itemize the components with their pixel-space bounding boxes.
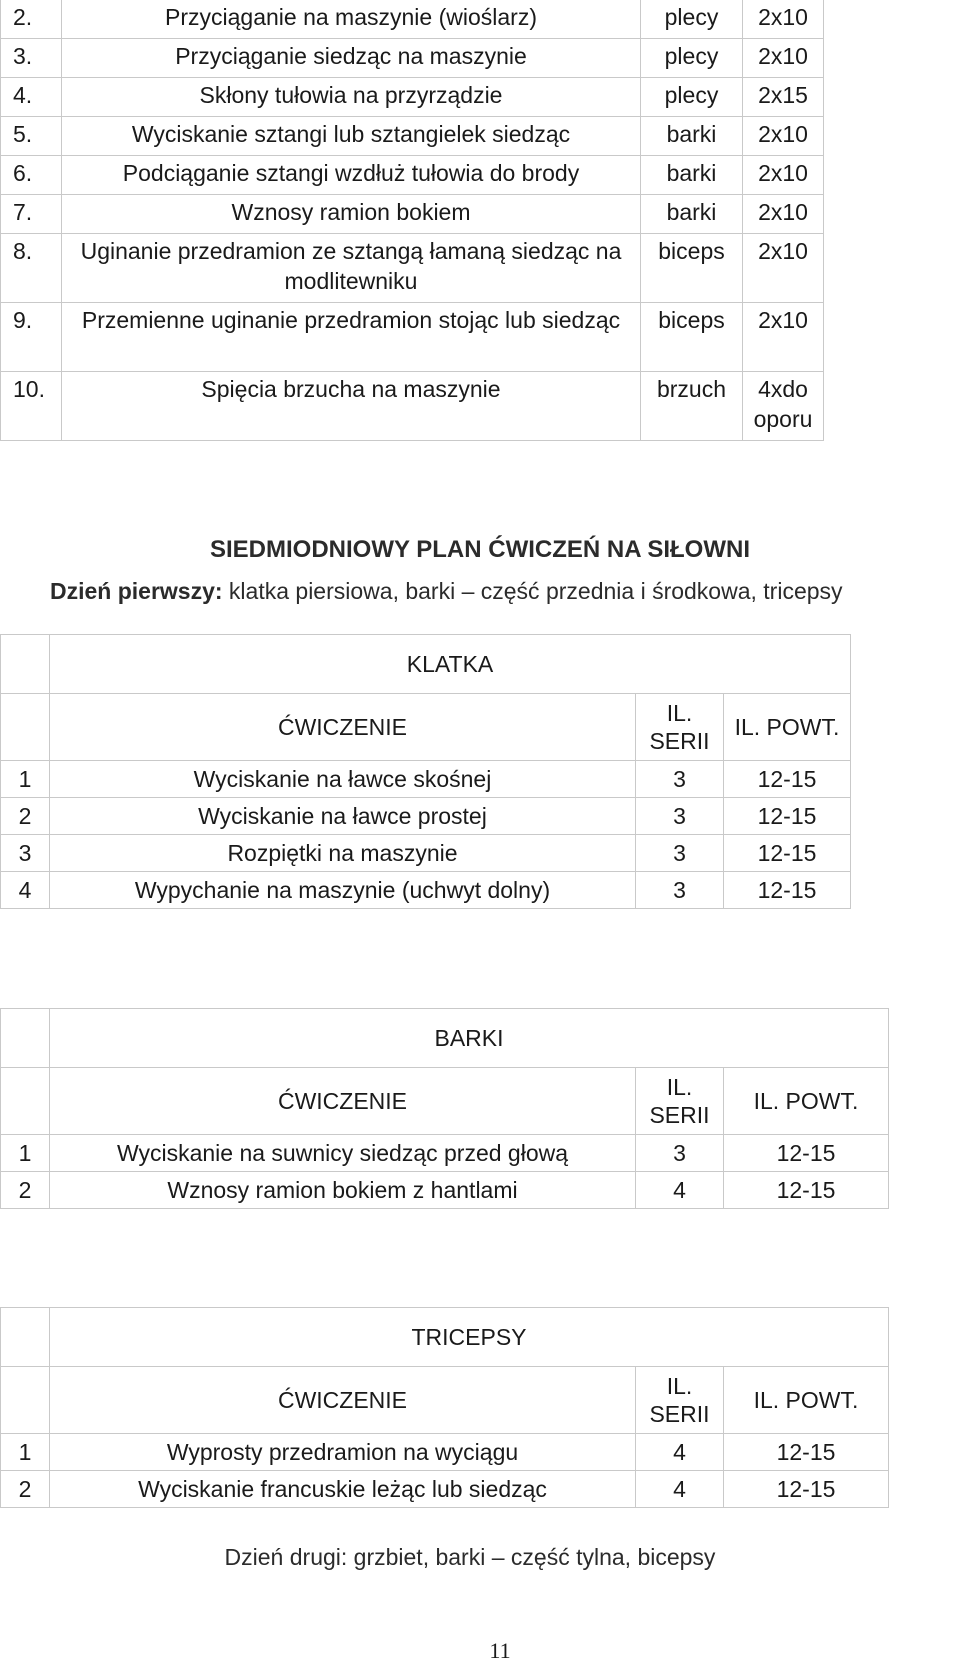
reps-count: 12-15 [724, 835, 851, 872]
exercise-name: Wypychanie na maszynie (uchwyt dolny) [50, 872, 636, 909]
blank-cell [1, 635, 50, 694]
muscle-part: brzuch [641, 372, 743, 441]
sets-reps: 2x15 [743, 78, 824, 117]
section-title: TRICEPSY [50, 1308, 889, 1367]
blank-cell [1, 1009, 50, 1068]
row-index: 1 [1, 1434, 50, 1471]
row-number: 2. [1, 0, 62, 39]
muscle-part: plecy [641, 39, 743, 78]
exercise-name: Wyprosty przedramion na wyciągu [50, 1434, 636, 1471]
sets-reps: 2x10 [743, 117, 824, 156]
exercise-name: Uginanie przedramion ze sztangą łamaną siedząc na modlitewniku [62, 234, 641, 303]
tricepsy-table [0, 1307, 889, 1508]
barki-table [0, 1008, 889, 1209]
table-row [1, 195, 824, 234]
table-row [1, 1471, 889, 1508]
table-title-row [1, 635, 851, 694]
series-count: 4 [636, 1471, 724, 1508]
exercise-name: Wyciskanie na ławce skośnej [50, 761, 636, 798]
table-row [1, 39, 824, 78]
column-header-row [1, 1367, 889, 1434]
table-row [1, 761, 851, 798]
column-header-reps: IL. POWT. [724, 694, 851, 761]
column-header-series: IL. SERII [636, 1367, 724, 1434]
row-index: 2 [1, 1172, 50, 1209]
sets-reps: 2x10 [743, 234, 824, 303]
blank-cell [1, 1367, 50, 1434]
sets-reps: 2x10 [743, 0, 824, 39]
section-title: BARKI [50, 1009, 889, 1068]
row-number: 4. [1, 78, 62, 117]
reps-count: 12-15 [724, 1434, 889, 1471]
column-header-row [1, 1068, 889, 1135]
exercise-name: Podciąganie sztangi wzdłuż tułowia do brody [62, 156, 641, 195]
row-number: 10. [1, 372, 62, 441]
table-row [1, 0, 824, 39]
row-index: 2 [1, 1471, 50, 1508]
column-header-exercise: ĆWICZENIE [50, 694, 636, 761]
series-count: 4 [636, 1434, 724, 1471]
table-row [1, 872, 851, 909]
exercise-name: Wyciskanie francuskie leżąc lub siedząc [50, 1471, 636, 1508]
muscle-part: plecy [641, 78, 743, 117]
section-title: KLATKA [50, 635, 851, 694]
column-header-exercise: ĆWICZENIE [50, 1367, 636, 1434]
sets-reps: 2x10 [743, 156, 824, 195]
row-number: 8. [1, 234, 62, 303]
exercise-name: Wznosy ramion bokiem [62, 195, 641, 234]
sets-reps: 2x10 [743, 303, 824, 372]
table-row [1, 1434, 889, 1471]
table-row [1, 1135, 889, 1172]
row-index: 1 [1, 761, 50, 798]
table-row [1, 78, 824, 117]
sets-reps: 2x10 [743, 195, 824, 234]
blank-cell [1, 1308, 50, 1367]
muscle-part: barki [641, 195, 743, 234]
day1-text: klatka piersiowa, barki – część przednia i środkowa, tricepsy [222, 578, 843, 604]
muscle-part: biceps [641, 234, 743, 303]
column-header-row [1, 694, 851, 761]
reps-count: 12-15 [724, 1135, 889, 1172]
blank-cell [1, 694, 50, 761]
sets-reps: 4xdo oporu [743, 372, 824, 441]
exercise-name: Przyciąganie na maszynie (wioślarz) [62, 0, 641, 39]
series-count: 3 [636, 872, 724, 909]
sets-reps: 2x10 [743, 39, 824, 78]
series-count: 4 [636, 1172, 724, 1209]
exercise-name: Wyciskanie na ławce prostej [50, 798, 636, 835]
page-number: 11 [489, 1638, 511, 1663]
table-row [1, 798, 851, 835]
exercise-name: Skłony tułowia na przyrządzie [62, 78, 641, 117]
table-row [1, 234, 824, 303]
klatka-table [0, 634, 851, 909]
column-header-series: IL. SERII [636, 694, 724, 761]
reps-count: 12-15 [724, 872, 851, 909]
table-row [1, 303, 824, 372]
table-title-row [1, 1009, 889, 1068]
day2-heading: Dzień drugi: grzbiet, barki – część tylna, bicepsy [224, 1544, 716, 1570]
reps-count: 12-15 [724, 761, 851, 798]
exercise-name: Spięcia brzucha na maszynie [62, 372, 641, 441]
reps-count: 12-15 [724, 798, 851, 835]
exercise-name: Wyciskanie na suwnicy siedząc przed głową [50, 1135, 636, 1172]
table-row [1, 372, 824, 441]
row-number: 5. [1, 117, 62, 156]
row-number: 3. [1, 39, 62, 78]
table-row [1, 1172, 889, 1209]
column-header-reps: IL. POWT. [724, 1068, 889, 1135]
series-count: 3 [636, 798, 724, 835]
exercise-table-continued [0, 0, 824, 441]
row-index: 2 [1, 798, 50, 835]
column-header-series: IL. SERII [636, 1068, 724, 1135]
day1-heading [50, 578, 843, 605]
day1-label: Dzień pierwszy: [50, 578, 223, 604]
series-count: 3 [636, 1135, 724, 1172]
series-count: 3 [636, 761, 724, 798]
column-header-reps: IL. POWT. [724, 1367, 889, 1434]
muscle-part: barki [641, 117, 743, 156]
column-header-exercise: ĆWICZENIE [50, 1068, 636, 1135]
row-index: 3 [1, 835, 50, 872]
row-index: 1 [1, 1135, 50, 1172]
row-index: 4 [1, 872, 50, 909]
exercise-name: Rozpiętki na maszynie [50, 835, 636, 872]
exercise-name: Wznosy ramion bokiem z hantlami [50, 1172, 636, 1209]
reps-count: 12-15 [724, 1172, 889, 1209]
row-number: 6. [1, 156, 62, 195]
row-number: 7. [1, 195, 62, 234]
plan-title: SIEDMIODNIOWY PLAN ĆWICZEŃ NA SIŁOWNI [210, 536, 750, 563]
table-row [1, 156, 824, 195]
table-row [1, 117, 824, 156]
exercise-name: Przemienne uginanie przedramion stojąc lub siedząc [62, 303, 641, 372]
table-row [1, 835, 851, 872]
muscle-part: biceps [641, 303, 743, 372]
muscle-part: barki [641, 156, 743, 195]
row-number: 9. [1, 303, 62, 372]
table-title-row [1, 1308, 889, 1367]
exercise-name: Przyciąganie siedząc na maszynie [62, 39, 641, 78]
series-count: 3 [636, 835, 724, 872]
muscle-part: plecy [641, 0, 743, 39]
exercise-name: Wyciskanie sztangi lub sztangielek siedząc [62, 117, 641, 156]
blank-cell [1, 1068, 50, 1135]
reps-count: 12-15 [724, 1471, 889, 1508]
